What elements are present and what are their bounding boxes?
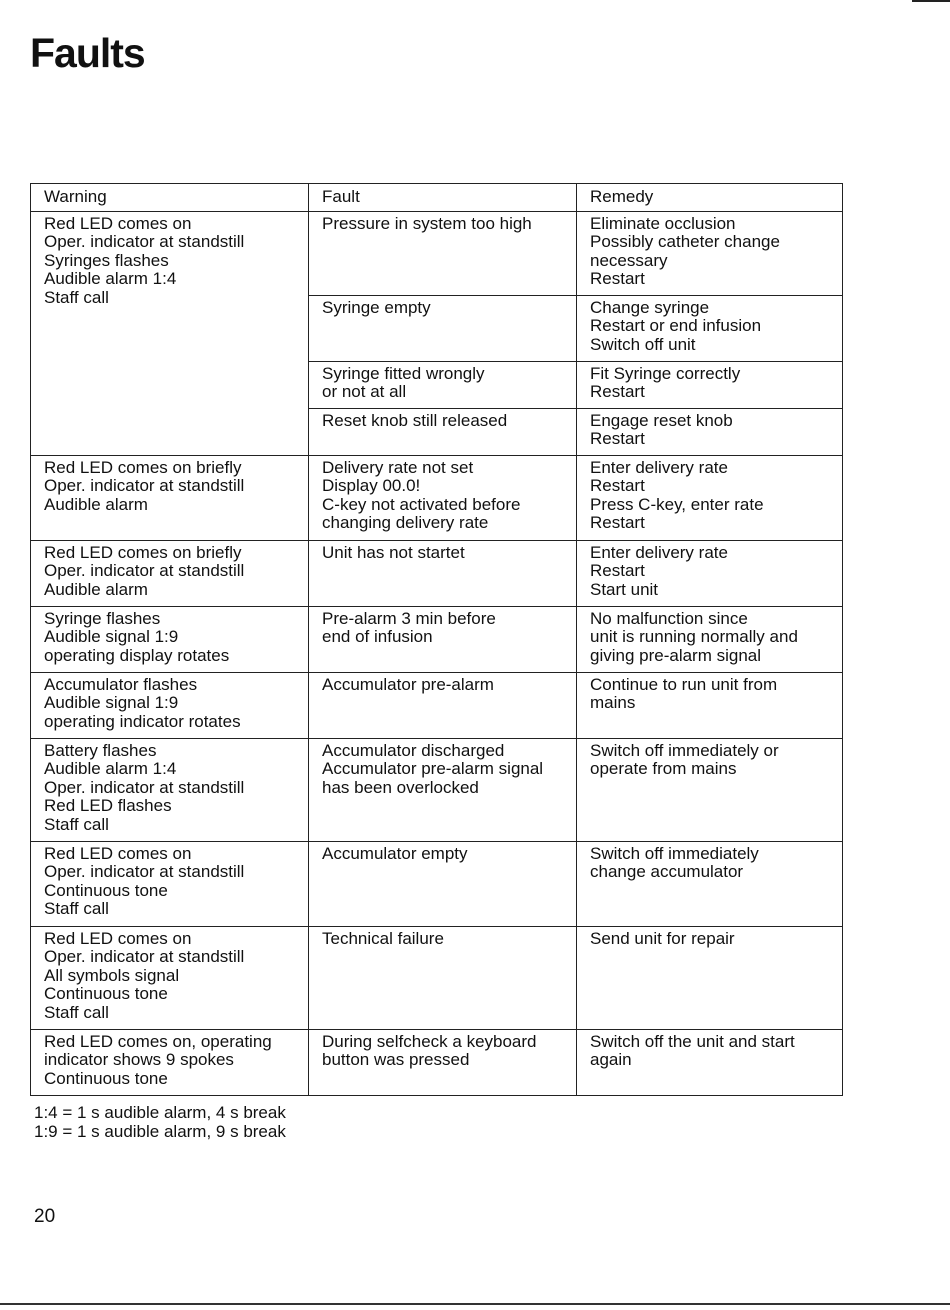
top-edge-rule bbox=[912, 0, 950, 2]
fault-cell: Pressure in system too high bbox=[309, 211, 577, 295]
header-remedy: Remedy bbox=[577, 184, 843, 212]
bottom-edge-rule bbox=[0, 1303, 950, 1305]
remedy-cell: Change syringe Restart or end infusion Switch off unit bbox=[577, 295, 843, 361]
warning-cell: Red LED comes on Oper. indicator at standstill All symbols signal Continuous tone Staff call bbox=[31, 926, 309, 1029]
fault-cell: Reset knob still released bbox=[309, 408, 577, 455]
table-row bbox=[31, 211, 843, 295]
remedy-cell: Enter delivery rate Restart Start unit bbox=[577, 540, 843, 606]
page-number: 20 bbox=[34, 1206, 56, 1227]
table-row bbox=[31, 540, 843, 606]
fault-cell: During selfcheck a keyboard button was pressed bbox=[309, 1029, 577, 1095]
fault-cell: Delivery rate not set Display 00.0! C-key not activated before changing delivery rate bbox=[309, 455, 577, 540]
warning-cell: Red LED comes on Oper. indicator at standstill Syringes flashes Audible alarm 1:4 Staff call bbox=[31, 211, 309, 455]
remedy-cell: Switch off immediately or operate from mains bbox=[577, 738, 843, 841]
table-row bbox=[31, 926, 843, 1029]
remedy-cell: Eliminate occlusion Possibly catheter change necessary Restart bbox=[577, 211, 843, 295]
header-warning: Warning bbox=[31, 184, 309, 212]
page-title: Faults bbox=[30, 30, 145, 76]
fault-cell: Pre-alarm 3 min before end of infusion bbox=[309, 606, 577, 672]
table-row bbox=[31, 841, 843, 926]
warning-cell: Accumulator flashes Audible signal 1:9 operating indicator rotates bbox=[31, 672, 309, 738]
warning-cell: Red LED comes on briefly Oper. indicator at standstill Audible alarm bbox=[31, 455, 309, 540]
footnote: 1:9 = 1 s audible alarm, 9 s break bbox=[34, 1122, 286, 1141]
remedy-cell: Fit Syringe correctly Restart bbox=[577, 361, 843, 408]
remedy-cell: Switch off the unit and start again bbox=[577, 1029, 843, 1095]
table-row bbox=[31, 738, 843, 841]
table-row bbox=[31, 1029, 843, 1095]
remedy-cell: Switch off immediately change accumulator bbox=[577, 841, 843, 926]
warning-cell: Battery flashes Audible alarm 1:4 Oper. indicator at standstill Red LED flashes Staff call bbox=[31, 738, 309, 841]
footnote: 1:4 = 1 s audible alarm, 4 s break bbox=[34, 1103, 286, 1122]
remedy-cell: No malfunction since unit is running normally and giving pre-alarm signal bbox=[577, 606, 843, 672]
fault-cell: Technical failure bbox=[309, 926, 577, 1029]
remedy-cell: Engage reset knob Restart bbox=[577, 408, 843, 455]
table-row bbox=[31, 606, 843, 672]
fault-cell: Unit has not startet bbox=[309, 540, 577, 606]
remedy-cell: Continue to run unit from mains bbox=[577, 672, 843, 738]
remedy-cell: Send unit for repair bbox=[577, 926, 843, 1029]
fault-cell: Syringe empty bbox=[309, 295, 577, 361]
warning-cell: Red LED comes on briefly Oper. indicator at standstill Audible alarm bbox=[31, 540, 309, 606]
fault-cell: Accumulator discharged Accumulator pre-alarm signal has been overlocked bbox=[309, 738, 577, 841]
table-row bbox=[31, 455, 843, 540]
fault-cell: Accumulator pre-alarm bbox=[309, 672, 577, 738]
warning-cell: Syringe flashes Audible signal 1:9 operating display rotates bbox=[31, 606, 309, 672]
fault-cell: Accumulator empty bbox=[309, 841, 577, 926]
header-fault: Fault bbox=[309, 184, 577, 212]
remedy-cell: Enter delivery rate Restart Press C-key, enter rate Restart bbox=[577, 455, 843, 540]
warning-cell: Red LED comes on, operating indicator shows 9 spokes Continuous tone bbox=[31, 1029, 309, 1095]
warning-cell: Red LED comes on Oper. indicator at standstill Continuous tone Staff call bbox=[31, 841, 309, 926]
table-row bbox=[31, 672, 843, 738]
fault-cell: Syringe fitted wrongly or not at all bbox=[309, 361, 577, 408]
faults-table-body bbox=[31, 211, 843, 1095]
faults-table bbox=[30, 183, 843, 1096]
table-header-row bbox=[31, 184, 843, 212]
footnotes bbox=[34, 1103, 286, 1141]
